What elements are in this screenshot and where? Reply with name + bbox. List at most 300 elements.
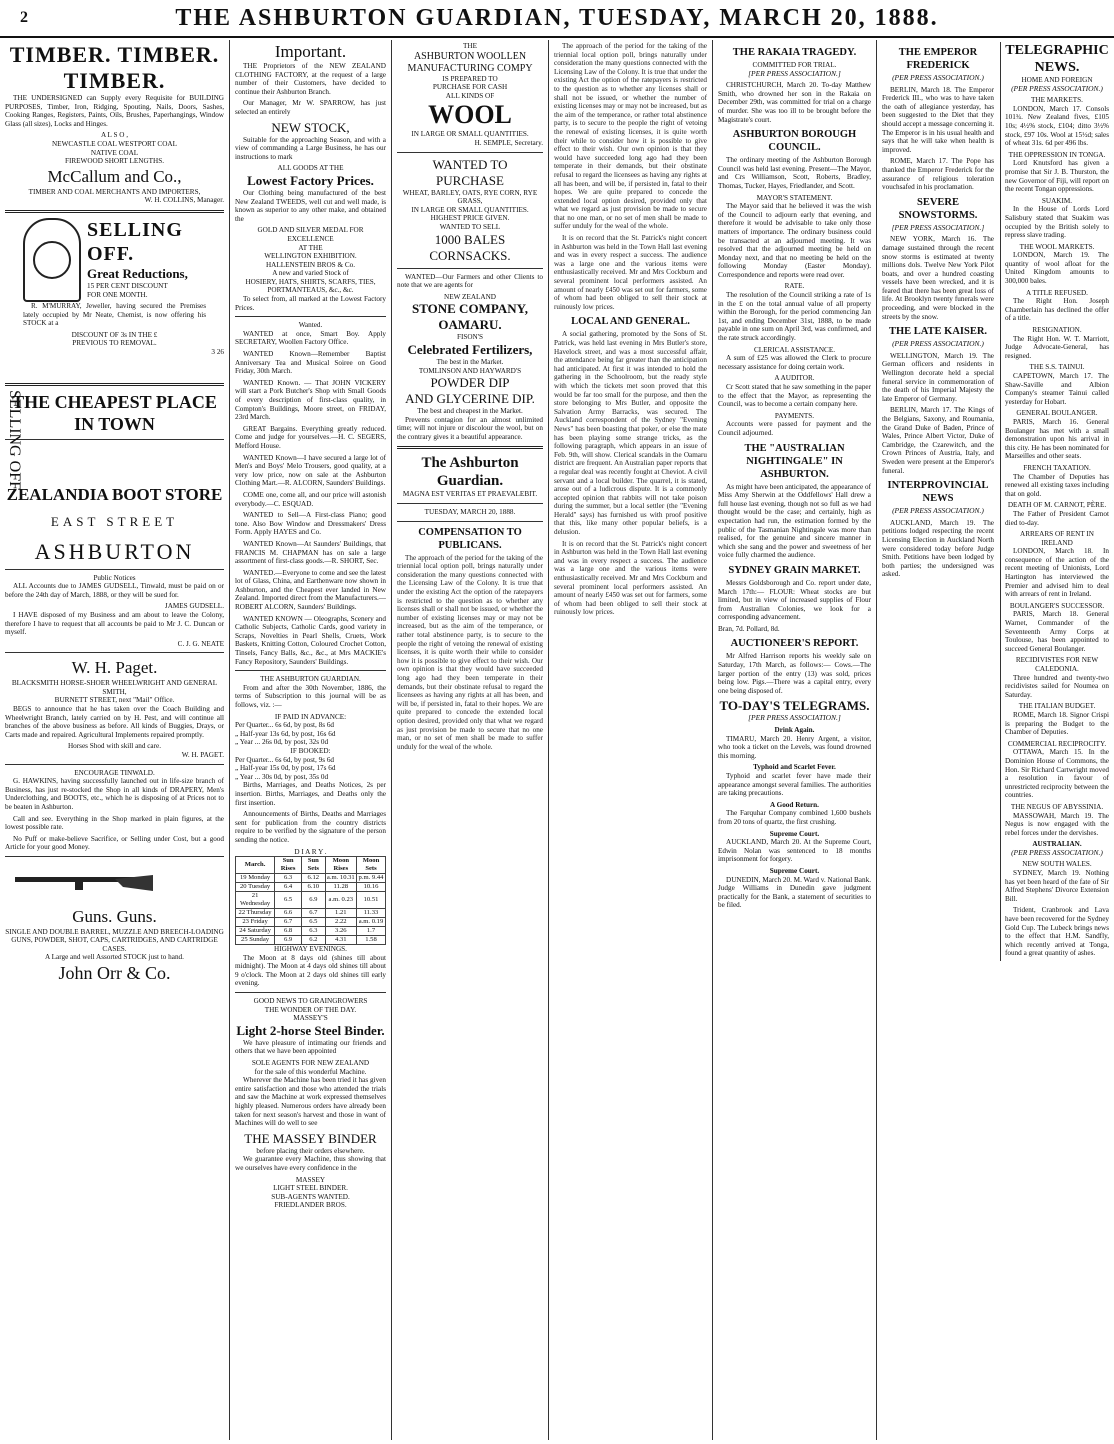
guns-heading: Guns. Guns. [72, 906, 157, 926]
diary-cell: 19 Monday [236, 874, 275, 883]
guns-list: SINGLE AND DOUBLE BARREL, MUZZLE AND BREECH-LOADING GUNS, POWDER, SHOT, CAPS, CARTRIDGES, AND CARTRIDGE CASES. [5, 927, 224, 953]
kaiser-heading: THE LATE KAISER. [888, 326, 988, 338]
paget-text: BEGS to announce that he has taken over the Coach Building and Wheelwright Branch, lately carried on by H. Pest, and will continue all branches of the above business as before. All kinds of Buggies, Drays, or Carts made and repaired. Agricultural Implements repaired promptly. [5, 705, 224, 739]
press-association: [PER PRESS ASSOCIATION.] [748, 68, 841, 78]
announce-text: Announcements of Births, Deaths and Marriages sent for publication from the country districts require to be verified by the signature of the person sending the notice. [235, 810, 386, 844]
emperor-text: BERLIN, March 18. The Emperor Frederick III., who was to have taken the oath of allegiance yesterday, has been suggested to the Diet that they should accept a message concerning it. The Emperor is in his usual health and says that he will take when health is improved. [882, 85, 994, 154]
divider [5, 764, 224, 765]
diary-cell: 21 Wednesday [236, 892, 275, 909]
diary-cell: 11.33 [357, 909, 386, 918]
local-general-more: It is on record that the St. Patrick's night concert in Ashburton was held in the Town Hall last evening and was in every respect a success. The audience was a large one and the various items were enthusiastically received. Mr and Mrs Cockburn and several prominent local performers assisted. An amount of nearly £450 was set out for farmers, some of whom had been obliged to sell their stock at ruinously low prices. [554, 539, 707, 617]
rakaia-heading: THE RAKAIA TRAGEDY. [732, 47, 857, 58]
wanted-sell: WANTED TO SELL [439, 222, 501, 231]
nsw-text-2: Trident, Cranbrook and Lava have been recovered for the Sydney Gold Cup. The Lubeck brings news to the effect that H.M. Sandfly, which recently arrived at Tonga, found a great quantity of ashes. [1005, 906, 1109, 958]
sub-agents: SUB-AGENTS WANTED. [271, 1192, 350, 1201]
column-6-left [882, 42, 994, 961]
ad-reference: 3 26 [211, 347, 224, 356]
payments-text: Accounts were passed for payment and the Council adjourned. [718, 420, 871, 437]
mayor-text: The Mayor said that he believed it was the wish of the Council to adjourn early that evening, and therefore it would be advisable to take only those matters of importance. The ordinary business could be transacted at an adjourned meeting. It was resolved that the adjourned meeting be held on Monday next, and that no meeting be held on the following Monday (Easter Monday). Correspondence and reports were read over. [718, 202, 871, 279]
boulanger-heading: GENERAL BOULANGER. [1016, 409, 1098, 418]
diary-row [236, 927, 386, 936]
new-varied: A new and varied Stock of [272, 269, 349, 278]
semple: H. SEMPLE, Secretary. [474, 138, 543, 147]
hawkins-call: Call and see. Everything in the Shop marked in plain figures, at the lowest possible rate. [5, 814, 224, 832]
divider [5, 439, 224, 440]
typhoid-text: Typhoid and scarlet fever have made their appearance amongst several families. The authorities are taking precautions. [718, 772, 871, 798]
diary-cell: 6.5 [302, 918, 326, 927]
column-6-right [1000, 42, 1109, 961]
notice-neate-sig: C. J. G. NEATE [177, 639, 224, 648]
diary-cell: 6.4 [275, 883, 302, 892]
discount-3s: DISCOUNT OF 3s IN THE £ [71, 330, 158, 339]
diary-cell: 11.28 [325, 883, 356, 892]
wanted-10: WANTED KNOWN — Oleographs, Scenery and Catholic Subjects, Catholic Cards, good variety in Scraps, Novelties in Pearl Shells, Cruets, Work Baskets, Knitting Cotton, Coloured Crochet Cotton, Tinsels, Fancy Balls, &c., &c., at Mrs MACKIE's Fancy Repository, Saunders' Buildings. [235, 614, 386, 666]
arrears-heading: ARREARS OF RENT IN IRELAND [1020, 530, 1094, 547]
emperor-press: (PER PRESS ASSOCIATION.) [892, 73, 984, 82]
diary-cell: 6.8 [275, 927, 302, 936]
prepared: IS PREPARED TO [442, 74, 498, 83]
newspaper-title: THE ASHBURTON GUARDIAN, TUESDAY, MARCH 20, 1888. [175, 4, 939, 31]
coal-line-1: NEWCASTLE COAL WESTPORT COAL [51, 139, 177, 148]
inter-text: AUCKLAND, March 19. The petitions lodged respecting the recent Licensing Election in Auckland North were considered today before Judge Smith. Petitions have been lodged by both parties; the undersigned was asked. [882, 518, 994, 579]
selling-off-side-left [2, 390, 23, 498]
masseys: MASSEY'S [293, 1014, 328, 1023]
select-text: To select from, all marked at the Lowest Factory Prices. [235, 295, 386, 312]
cornsacks: 1000 BALES CORNSACKS. [429, 231, 511, 263]
column-5 [713, 40, 877, 1440]
hawkins-text: G. HAWKINS, having successfully launched out in life-size branch of Business, has just re-stocked the Shop in all kinds of DRAPERY, Men's Underclothing, and BOOTS, etc., which he is disposing of at Prices not to be beaten in Ashburton. [5, 777, 224, 811]
rate-3: „ Year ... 26s 0d, by post, 32s 0d [235, 738, 329, 747]
sydney-text: Messrs Goldsborough and Co. report under date, March 17th:— FLOUR: Wheat stocks are but limited, but in view of increased supplies of Flour from Australian Colonies, we look for a corresponding advancement. [718, 578, 871, 622]
diary-header-cell: Moon Rises [325, 857, 356, 874]
guardian-heading: THE ASHBURTON GUARDIAN. [260, 675, 361, 684]
tomlinson: TOMLINSON AND HAYWARD'S [418, 366, 522, 375]
nightingale-heading: THE "AUSTRALIAN NIGHTINGALE" IN ASHBURTON. [744, 442, 845, 480]
suitable-text: Suitable for the approaching Season, and with a view of commanding a Large Business, he has our instructions to mark [235, 135, 386, 161]
column-4 [549, 40, 713, 1440]
nsw-text: SYDNEY, March 19. Nothing has yet been heard of the fate of Sir Alfred Stephens' Divorce Extension Bill. [1005, 869, 1109, 903]
diary-row [236, 883, 386, 892]
divider [235, 992, 386, 993]
good-news: GOOD NEWS TO GRAINGROWERS [253, 997, 368, 1006]
large-small: IN LARGE OR SMALL QUANTITIES. [411, 205, 529, 214]
guarantee-text: We guarantee every Machine, thus showing that we ourselves have every confidence in the [235, 1155, 386, 1172]
diary-cell: 6.9 [302, 892, 326, 909]
drink-heading: Drink Again. [774, 726, 815, 735]
farmers-text: WANTED—Our Farmers and other Clients to note that we are agents for [397, 272, 543, 290]
diary-cell: 23 Friday [236, 918, 275, 927]
diary-heading: D I A R Y . [294, 847, 327, 856]
home-foreign: HOME AND FOREIGN [1021, 76, 1093, 84]
diary-cell: 6.3 [302, 927, 326, 936]
diary-cell: 1.58 [357, 936, 386, 945]
murray-text: R. M'MURRAY, Jeweller, having secured the Premises lately occupied by Mr Neate, Chemist, is now offering his STOCK at a [23, 301, 206, 328]
budget-heading: THE ITALIAN BUDGET. [1018, 702, 1096, 711]
divider [5, 652, 224, 653]
diary-row [236, 892, 386, 909]
auctioneer-heading: AUCTIONEER'S REPORT. [730, 638, 859, 650]
wanted-3: WANTED Known. — That JOHN VICKERY will start a Pork Butcher's Shop with Small Goods of every description of first-class quality, in Compton's Buildings, Moore street, on FRIDAY, 23rd March. [235, 378, 386, 422]
diary-cell: 6.7 [275, 918, 302, 927]
coal-line-2: NATIVE COAL [90, 148, 139, 157]
encourage-tinwald: ENCOURAGE TINWALD. [74, 768, 155, 777]
sole-agents: SOLE AGENTS FOR NEW ZEALAND [251, 1059, 370, 1068]
guardian-title: The Ashburton Guardian. [421, 455, 519, 490]
column-1-advertisements [0, 40, 230, 1440]
editorial-continued: The approach of the period for the taking of the triennial local option poll, brings naturally under consideration the many questions connected with the Licensing Law of the Colony. It is true that under the existing Act the option of the ratepayers is restricted to the question as to whether any licenses shall or shall not be issued, or whether the number of existing licenses may or may not be increased, but as the aim of the temperance, or rather total abstinence party, is to secure to the people the right of vetoing the renewal of existing licenses, it is quite worth their while to consider how it is possible to give effect to their wish. Our own opinion is that they would have succeeded long ago had they been temperate in their demands, but their obstinate refusal to regard the licensees as having any rights at all has been, and will be, if persisted in, fatal to their hopes. We are quite prepared to concede the extended local option desired, provided only that what we regard as just provision be made to secure that no one man, or no set of men shall be made to suffer unduly for the weal of the whole. [554, 42, 707, 231]
column-3 [392, 40, 549, 1440]
ashburton-heading: ASHBURTON [34, 538, 195, 564]
diary-header-cell: March. [236, 857, 275, 874]
inter-press: (PER PRESS ASSOCIATION.) [892, 506, 984, 516]
recidivistes-heading: RECIDIVISTES FOR NEW CALEDONIA. [1015, 656, 1099, 673]
moon-text: The Moon at 8 days old (shines till about midnight). The Moon at 4 days old shines till about 9 o'clock. The Moon at 2 days old shines till early evening. [235, 953, 386, 988]
mccallum-subtitle: TIMBER AND COAL MERCHANTS AND IMPORTERS, [28, 187, 201, 196]
kaiser-text: WELLINGTON, March 19. The German officers and residents in Wellington decorate held a special funeral service in commemoration of the death of his Imperial Majesty the late Emperor of Germany. [882, 351, 994, 403]
wool-text: LONDON, March 19. The quantity of wool afloat for the United Kingdom amounts to 300,000 bales. [1005, 251, 1109, 286]
divider [397, 503, 543, 504]
home-press: (PER PRESS ASSOCIATION.) [1011, 83, 1103, 93]
grains: WHEAT, BARLEY, OATS, RYE CORN, RYE GRASS, [402, 188, 538, 206]
hallenstein: HALLENSTEIN BROS & Co. [265, 260, 356, 269]
selling-off-ad [5, 218, 224, 378]
issue-date: TUESDAY, MARCH 20, 1888. [424, 508, 516, 517]
recidivistes-text: Three hundred and twenty-two recidivistes sailed for Noumea on Saturday. [1005, 673, 1109, 699]
diary-cell: 10.16 [357, 883, 386, 892]
telegraphic-heading: TELEGRAPHIC NEWS. [1005, 43, 1109, 75]
diary-row [236, 874, 386, 883]
telegrams-press: [PER PRESS ASSOCIATION.] [748, 713, 841, 723]
supreme-heading: Supreme Court. [769, 829, 820, 838]
diary-cell: 6.10 [302, 883, 326, 892]
compensation-text: The approach of the period for the taking of the triennial local option poll, brings naturally under consideration the many questions connected with the Licensing Law of the Colony. It is true that under the existing Act the option of the ratepayers is restricted to the question as to whether any licenses shall or shall not be issued, or whether the number of existing licenses may or may not be increased, but as the aim of the temperance, or rather total abstinence party, is to secure to the people the right of vetoing the renewal of existing licenses, it is quite worth their while to consider how it is possible to give effect to their wish. Our own opinion is that they would have succeeded long ago had they been temperate in their demands, but their obstinate refusal to regard the licensees as having any rights at all has been, and will be, if persisted in, fatal to their hopes. We are quite prepared to concede the extended local option desired, provided only that what we regard as just provision be made to secure that no one man, or no set of men shall be made to suffer unduly for the weal of the whole. [397, 553, 543, 751]
paget-trades: BLACKSMITH HORSE-SHOER WHEELWRIGHT AND GENERAL SMITH, [11, 679, 218, 696]
wanted-heading: Wanted. [298, 321, 323, 330]
fertilizers: Celebrated Fertilizers, [407, 341, 533, 357]
diary-cell: 6.2 [302, 936, 326, 945]
previous-removal: PREVIOUS TO REMOVAL. [72, 339, 157, 348]
resign-text: The Right Hon. W. T. Marriott, Judge Advocate-General, has resigned. [1005, 334, 1109, 360]
before-placing: before placing their orders elsewhere. [256, 1146, 365, 1155]
stone-company: STONE COMPANY, OAMARU. [411, 301, 529, 333]
wanted-purchase: WANTED TO PURCHASE [432, 156, 508, 188]
good-return-heading: A Good Return. [770, 800, 819, 809]
guns-stock: A Large and well Assorted STOCK just to hand. [45, 953, 184, 962]
diary-cell: 22 Thursday [236, 909, 275, 918]
fisons: FISON'S [456, 333, 484, 342]
auditor-text: Cr Scott stated that he saw something in the paper to the effect that the Mayor, as representing the Council, was to become a certain company here. [718, 383, 871, 409]
purchase-cash: PURCHASE FOR CASH [432, 83, 508, 92]
masthead [0, 0, 1114, 38]
moon-heading: HIGHWAY EVENINGS. [274, 945, 347, 954]
nightingale-text: As might have been anticipated, the appearance of Miss Amy Sherwin at the Oddfellows' Hall drew a full house last evening, though not so full as we had thought would be the case; and certainly, high as expectation had run, the estimation formed by the public of the Tasmanian Nightingale was more than realised, for the genuine and sincere manner in which she sang and the power and sweetness of her voice fully charmed the audience. [718, 482, 871, 560]
diary-row [236, 909, 386, 918]
discount-line: 15 PER CENT DISCOUNT [87, 281, 168, 290]
suakim-text: In the House of Lords Lord Salisbury stated that Suakim was occupied by the British solely to repress slave trading. [1005, 205, 1109, 240]
arrears-text: LONDON, March 18. In consequence of the action of the recent meeting of Unionists, Lord Hartington has interviewed the Premier and advised him to deal with arrears of rent in Ireland. [1005, 547, 1109, 599]
telegrams-heading: TO-DAY'S TELEGRAMS. [719, 698, 870, 714]
massey-2: MASSEY [295, 1175, 326, 1184]
wanted-2: WANTED Known—Remember Baptist Anniversary Tea and Musical Soiree on Good Friday, 30th March. [235, 350, 386, 376]
guardian-motto: MAGNA EST VERITAS ET PRAEVALEBIT. [402, 490, 538, 499]
supreme-2-text: DUNEDIN, March 20. M. Ward v. National Bank. Judge Williams in Dunedin gave judgment practically for the Bank, a statement of securities to be filed. [718, 875, 871, 910]
severe-text: NEW YORK, March 16. The damage sustained through the recent snow storms is estimated at twenty millions dols. Twelve New York Pilot boats, and over a hundred coasting vessels have been wrecked, and it is feared that there has been great loss of life. At Brooklyn twenty funerals were proceeding, and were blocked in the streets by the snow. [882, 235, 994, 321]
timber-heading: TIMBER. TIMBER. TIMBER. [9, 42, 220, 93]
prices-text: Bran, 7d. Pollard, 8d. [718, 624, 780, 633]
new-zealand: NEW ZEALAND [444, 292, 496, 301]
best-market: The best in the Market. [436, 357, 504, 366]
severe-press: [PER PRESS ASSOCIATION.] [891, 222, 985, 232]
light-binder: Light 2-horse Steel Binder. [236, 1022, 385, 1038]
paget-heading: W. H. Paget. [71, 658, 158, 678]
mccallum-manager: W. H. COLLINS, Manager. [144, 196, 224, 205]
compensation-heading: COMPENSATION TO PUBLICANS. [418, 526, 522, 551]
diary-table [235, 856, 386, 945]
emperor-heading: THE EMPEROR FREDERICK [898, 47, 978, 71]
budget-text: ROME, March 18. Signor Crispi is preparing the Budget to the Chamber of Deputies. [1005, 710, 1109, 737]
diary-row [236, 918, 386, 927]
wool-markets-heading: THE WOOL MARKETS. [1019, 242, 1095, 251]
rate-5: „ Half-year 15s 0d, by post, 17s 6d [235, 764, 336, 773]
wanted-8: WANTED Known—At Saunders' Buildings, that FRANCIS M. CHAPMAN has on sale a large assortment of first-class goods.—R. SHORT, Sec. [235, 539, 386, 566]
divider [5, 569, 224, 570]
title-refused-heading: A TITLE REFUSED. [1026, 288, 1088, 297]
binder-text: We have pleasure of intimating our friends and others that we have been appointed [235, 1038, 386, 1056]
diary-body [236, 874, 386, 945]
refused-text: The Right Hon. Joseph Chamberlain has declined the offer of a title. [1005, 297, 1109, 323]
mayors-statement: MAYOR'S STATEMENT. [756, 193, 833, 202]
firewood-line: FIREWOOD SHORT LENGTHS. [64, 157, 165, 166]
wanted-4: GREAT Bargains. Everything greatly reduced. Come and judge for yourselves.—H. C. SEGERS, Mefford House. [235, 424, 386, 450]
divider [397, 152, 543, 153]
clothing-text: THE Proprietors of the NEW ZEALAND CLOTHING FACTORY, at the request of a large number of their Customers, have decided to continue their Ashburton Branch. [235, 62, 386, 96]
taxation-text: The Chamber of Deputies has renewed all existing taxes including that on gold. [1005, 472, 1109, 498]
divider [5, 210, 224, 213]
one-month-line: FOR ONE MONTH. [87, 290, 148, 299]
suakim-heading: SUAKIM. [1041, 196, 1073, 205]
committed-trial: COMMITTED FOR TRIAL. [752, 61, 837, 69]
diary-cell: 6.12 [302, 874, 326, 883]
great-reductions: Great Reductions, [87, 265, 188, 281]
diary-cell: 6.6 [275, 909, 302, 918]
rakaia-text: CHRISTCHURCH, March 20. To-day Matthew Smith, who drowned her son in the Rakaia on December 29th, was committed for trial on a charge of murder. She was too ill to be brought before the Magistrate's court. [718, 81, 871, 124]
diary-cell: a.m. 0.19 [357, 918, 386, 927]
wherever-text: Wherever the Machine has been tried it has given entire satisfaction and those who attended the trials and saw the Machine at work expressed themselves highly pleased. Numerous orders have already been taken for next season's harvest and those in want of Machines will do well to see [235, 1076, 386, 1128]
new-stock: NEW STOCK, [271, 119, 350, 135]
divider [397, 446, 543, 449]
reciprocity-text: OTTAWA, March 15. In the Dominion House of Commons, the Hon. Sir Richard Cartwright moved a resolution in favour of unrestricted reciprocity between the countries. [1005, 748, 1109, 800]
sydney-grain-heading: SYDNEY GRAIN MARKET. [728, 564, 861, 576]
carnot-heading: DEATH OF M. CARNOT, PÈRE. [1007, 501, 1107, 510]
cheapest-dip: The best and cheapest in the Market. [417, 407, 523, 416]
cheapest-heading: THE CHEAPEST PLACE IN TOWN [12, 391, 217, 434]
diary-cell: 4.31 [325, 936, 356, 945]
resignation-heading: RESIGNATION. [1032, 326, 1082, 335]
zealandia-heading: ZEALANDIA BOOT STORE [6, 484, 223, 504]
tonga-heading: THE OPPRESSION IN TONGA. [1008, 150, 1106, 159]
divider [397, 268, 543, 269]
diary-header-row [236, 857, 386, 874]
paget-address: BURNETT STREET, next "Mail" Office. [54, 696, 175, 705]
tonga-text: Lord Knutsford has given a promise that Sir J. B. Thurston, the new Governor of Fiji, will report on the recent Tongan oppressions. [1005, 159, 1109, 194]
woollen-the: THE [463, 42, 477, 50]
important-heading: Important. [274, 42, 347, 61]
advance-label: IF PAID IN ADVANCE: [274, 712, 347, 721]
diary-cell: 20 Tuesday [236, 883, 275, 892]
powder-dip: POWDER DIP [430, 375, 510, 391]
dip-text: Prevents contagion for an almost unlimited time; will not injure or discolour the wool, but on the contrary gives it a beautiful appearance. [397, 415, 543, 441]
aus-press: (PER PRESS ASSOCIATION.) [1011, 847, 1103, 857]
clerical-text: A sum of £25 was allowed the Clerk to procure necessary assistance for doing certain work. [718, 354, 871, 371]
kaiser-press: (PER PRESS ASSOCIATION.) [892, 339, 984, 349]
wanted-7: WANTED to Sell—A First-class Piano; good tone. Also Bow Window and Dressmakers' Dress Form. Apply HAYES and Co. [235, 511, 386, 537]
births-text: Births, Marriages, and Deaths Notices, 2s per insertion. Births, Marriages, and Deaths only the first insertion. [235, 781, 386, 807]
diary-cell: 6.5 [275, 892, 302, 909]
rome-text: ROME, March 17. The Pope has thanked the Emperor Frederick for the assurance of religious toleration vouchsafed in his proclamation. [882, 157, 994, 192]
diary-cell: 6.3 [275, 874, 302, 883]
diary-cell: 24 Saturday [236, 927, 275, 936]
australian-heading: AUSTRALIAN. [1032, 840, 1082, 849]
markets-text: LONDON, March 17. Consols 101¾. New Zealand fives, £105 10s; 4½% stock, £104; ditto 3½% stock, £97 10s. Wool at 15½d; sales of wheat 31s. 6d per 496 lbs. [1005, 104, 1109, 148]
diary-header-cell: Sun Rises [275, 857, 302, 874]
clothing-2: Our Clothing being manufactured of the best New Zealand TWEEDS, well cut and well made, is known as superior to any other make, and obtained the [235, 188, 386, 223]
divider [235, 670, 386, 671]
column-6 [877, 40, 1114, 1440]
subscription-text: From and after the 30th November, 1886, the terms of Subscription to this journal will be as follows, viz. :— [235, 683, 386, 709]
paget-signature: W. H. PAGET. [181, 751, 224, 760]
diary-cell: 6.7 [302, 909, 326, 918]
highest-price: HIGHEST PRICE GIVEN. [430, 214, 510, 223]
gold-medal: GOLD AND SILVER MEDAL FOR EXCELLENCE [257, 226, 364, 243]
friedlander: FRIEDLANDER BROS. [274, 1201, 347, 1210]
wanted-1: WANTED at once, Smart Boy. Apply SECRETARY, Woollen Factory Office. [235, 329, 386, 347]
diary-cell: a.m. 10.31 [326, 874, 355, 882]
successor-heading: BOULANGER'S SUCCESSOR. [1009, 601, 1105, 610]
woollen-company: ASHBURTON WOOLLEN MANUFACTURING COMPY [407, 50, 533, 74]
tainui-heading: THE S.S. TAINUI. [1029, 363, 1085, 372]
negus-text: MASSOWAH, March 19. The Negus is now engaged with the rebel forces under the dervishes. [1005, 811, 1109, 837]
nsw-heading: NEW SOUTH WALES. [1022, 860, 1092, 869]
taxation-heading: FRENCH TAXATION. [1023, 463, 1091, 472]
diary-cell: 6.9 [275, 936, 302, 945]
supreme-2-heading: Supreme Court. [769, 866, 820, 875]
boulanger-text: PARIS, March 16. General Boulanger has met with a small demonstration upon his arrival in this city. He has been nominated for Marseilles and other seats. [1005, 417, 1109, 461]
hosiery-list: HOSIERY, HATS, SHIRTS, SCARFS, TIES, PORTMANTEAUS, &c., &c. [245, 277, 376, 295]
divider [397, 521, 543, 522]
typhoid-heading: Typhoid and Scarlet Fever. [753, 763, 836, 772]
diary-header-cell: Moon Sets [357, 857, 386, 874]
auction-text: Mr Alfred Harrison reports his weekly sale on Saturday, 17th March, as follows:— Cows.—The larger portion of the entry (13) was sold, prices being low. Pigs.—There was a capital entry, every one being disposed of. [718, 652, 871, 695]
borough-heading: ASHBURTON BOROUGH COUNCIL. [732, 129, 857, 154]
notice-gudsell-sig: JAMES GUDSELL. [164, 602, 224, 611]
paget-horses: Horses Shod with skill and care. [67, 742, 162, 751]
booked-label: IF BOOKED: [290, 746, 331, 755]
all-goods: ALL GOODS AT THE [277, 164, 344, 173]
severe-heading: SEVERE SNOWSTORMS. [898, 196, 978, 221]
wonderful-machine: for the sale of this wonderful Machine. [254, 1067, 367, 1076]
timber-text: THE UNDERSIGNED can Supply every Requisite for BUILDING PURPOSES, Timber, Iron, Ridging, Spouting, Nails, Doors, Sashes, Cooking Ranges, Registers, Paints, Oils, Brushes, Paperhangings, Window Glass (all sizes), Locks and Hinges. [5, 94, 224, 128]
carnot-text: The Father of President Carnot died to-day. [1005, 509, 1109, 527]
wanted-9: WANTED.—Everyone to come and see the latest lot of Glass, China, and Earthenware now shown in Ashburton, and the Cheapest ever landed in New Zealand. Imported direct from the Manufacturers.—ROBERT ALCORN, Saunders' Buildings. [235, 568, 386, 612]
auditor-heading: A AUDITOR. [774, 374, 815, 383]
page-number: 2 [20, 9, 28, 26]
gun-illustration-icon [5, 867, 155, 897]
diary-cell: 1.7 [357, 927, 386, 936]
diary-cell: 2.22 [325, 918, 356, 927]
markets-heading: THE MARKETS. [1031, 96, 1083, 105]
diary-cell: 3.26 [325, 927, 356, 936]
wonder-of-day: THE WONDER OF THE DAY. [264, 1005, 357, 1014]
divider [5, 856, 224, 857]
also-label: A L S O , [100, 131, 129, 140]
negus-heading: THE NEGUS OF ABYSSINIA. [1010, 802, 1104, 811]
diary-cell: p.m. 9.44 [357, 874, 386, 883]
notice-neate: I HAVE disposed of my Business and am about to leave the Colony, therefore I have to request that all accounts be paid to Mr J. C. Duncan or myself. [5, 610, 224, 637]
rate-6: „ Year ... 30s 0d, by post, 35s 0d [235, 772, 329, 781]
successor-text: PARIS, March 18. General Warnet, Commander of the Seventeenth Army Corps at Toulouse, has been appointed to succeed General Boulanger. [1005, 610, 1109, 653]
diary-cell: 25 Sunday [236, 936, 275, 945]
rate-1: Per Quarter... 6s 6d, by post, 8s 6d [235, 721, 335, 730]
column-2-advertisements [230, 40, 392, 1440]
diary-cell: 1.21 [325, 909, 356, 918]
wellington-exhibition: WELLINGTON EXHIBITION. [264, 252, 357, 261]
berlin-text: BERLIN, March 17. The Kings of the Belgians, Saxony, and Roumania, the Grand Duke of Baden, Prince of Wales, Prince Albert Victor, Duke of Cambridge, the Czarewitch, and the Crown Princes of Austria, Italy, and Sweden were present at the Emperor's funeral. [882, 406, 994, 475]
side-left-text: SELLING OFF [6, 390, 23, 491]
selling-off-heading: SELLING OFF. [87, 218, 183, 265]
manager-text: Our Manager, Mr W. SPARROW, has just selected an entirely [235, 99, 386, 116]
notice-gudsell: ALL Accounts due to JAMES GUDSELL, Tinwald, must be paid on or before the 24th day of March, 1888, or they will be sued for. [5, 582, 224, 599]
payments-heading: PAYMENTS. [774, 411, 815, 420]
reciprocity-heading: COMMERCIAL RECIPROCITY. [1007, 739, 1107, 748]
editorial-more: It is on record that the St. Patrick's night concert in Ashburton was held in the Town Hall last evening and was in every respect a success. The audience was a large one and the various items were enthusiastically received. Mr and Mrs Cockburn and several prominent local performers assisted. An amount of nearly £450 was set out for farmers, some of whom had been obliged to sell their stock at ruinously low prices. [554, 234, 707, 311]
at-the: AT THE [298, 243, 323, 252]
diary-cell: 10.51 [357, 892, 386, 909]
lowest-prices: Lowest Factory Prices. [247, 172, 374, 188]
diary-cell: a.m. 0.23 [325, 892, 356, 909]
interprovincial-heading: INTERPROVINCIAL NEWS [887, 480, 989, 505]
drink-text: TIMARU, March 20. Henry Argent, a visitor, who took a ticket on the Levels, was found drowned this morning. [718, 734, 871, 760]
mccallum-heading: McCallum and Co., [47, 166, 182, 186]
diary-header-cell: Sun Sets [302, 857, 326, 874]
spacer [5, 444, 224, 484]
hawkins-puff: No Puff or make-believe Sacrifice, or Selling under Cost, but a good Article for your good Money. [5, 834, 224, 852]
good-return-text: The Farquhar Company combined 1,600 bushels from 20 tons of quartz, the first crushing. [718, 809, 871, 826]
clock-icon [23, 218, 81, 302]
divider [5, 383, 224, 386]
john-orr-heading: John Orr & Co. [58, 962, 171, 983]
divider [235, 316, 386, 317]
wanted-5: WANTED Known—I have secured a large lot of Men's and Boys' Melo Trousers, good quality, at a very low price, now on sale at the Ashburton Clothing Mart.—R. ALCORN, Saunders' Buildings. [235, 453, 386, 488]
glycerine-dip: AND GLYCERINE DIP. [405, 391, 535, 407]
clerical-heading: CLERICAL ASSISTANCE. [753, 345, 836, 354]
rate-2: „ Half-year 13s 6d, by post, 16s 6d [235, 729, 336, 738]
massey-binder: THE MASSEY BINDER [244, 1130, 377, 1146]
quantities: IN LARGE OR SMALL QUANTITIES. [411, 130, 529, 139]
diary-row [236, 936, 386, 945]
borough-text: The ordinary meeting of the Ashburton Borough Council was held last evening. Present—The Mayor, and Crs Williamson, Scott, Roberts, Bradley, Thomas, Tucker, Hayes, Friedlander, and Scott. [718, 156, 871, 190]
wool-heading: WOOL [428, 100, 512, 130]
local-general-heading: LOCAL AND GENERAL. [571, 316, 690, 328]
all-kinds: ALL KINDS OF [445, 91, 495, 100]
rate-heading: RATE. [784, 282, 805, 291]
supreme-text: AUCKLAND, March 20. At the Supreme Court, Edwin Nolan was sentenced to 18 months imprisonment for forgery. [718, 838, 871, 864]
local-general-text: A social gathering, promoted by the Sons of St. Patrick, was held last evening in Mrs Butler's store, Havelock street, and was a most successful affair, the attendance being far greater than the anticipation had anticipated. At first it was intended to hold the gathering in the Schoolroom, but the ready style with which the tickets met soon proved that this would be far too small for the purpose, and then the store belonging to Mrs Butler, and opposite the Salvation Army Barracks, was secured. The Auckland correspondent of the Sydney "Evening News" has been boasting that poker, or else the mate has been playing some strange tricks, as the following paragraph, which appears in an issue of Feb. 9th, will show. Clerical scandals in the Oamaru district are frequent. An Australian paper reports that a regular deal was recently fought at Cheviot. A civil servant and a local builder. The quarrel, it is stated, arose out of a ludicrous dispute. It is a commonly accepted opinion that rabbits will not take poison during the summer, but a local settler (the "Evening Herald" says) has furnished us with proof positive that this, like many other popular beliefs, is a delusion. [554, 330, 707, 537]
light-steel: LIGHT STEEL BINDER. [273, 1184, 348, 1193]
wanted-6: COME one, come all, and our price will astonish everybody.—C. ESQUAD. [235, 490, 386, 508]
public-notices: Public Notices [93, 573, 136, 582]
tainui-text: CAPETOWN, March 17. The Shaw-Saville and Albion Company's steamer Tainui called yesterday for Hobart. [1005, 372, 1109, 406]
east-street: EAST STREET [50, 513, 179, 529]
